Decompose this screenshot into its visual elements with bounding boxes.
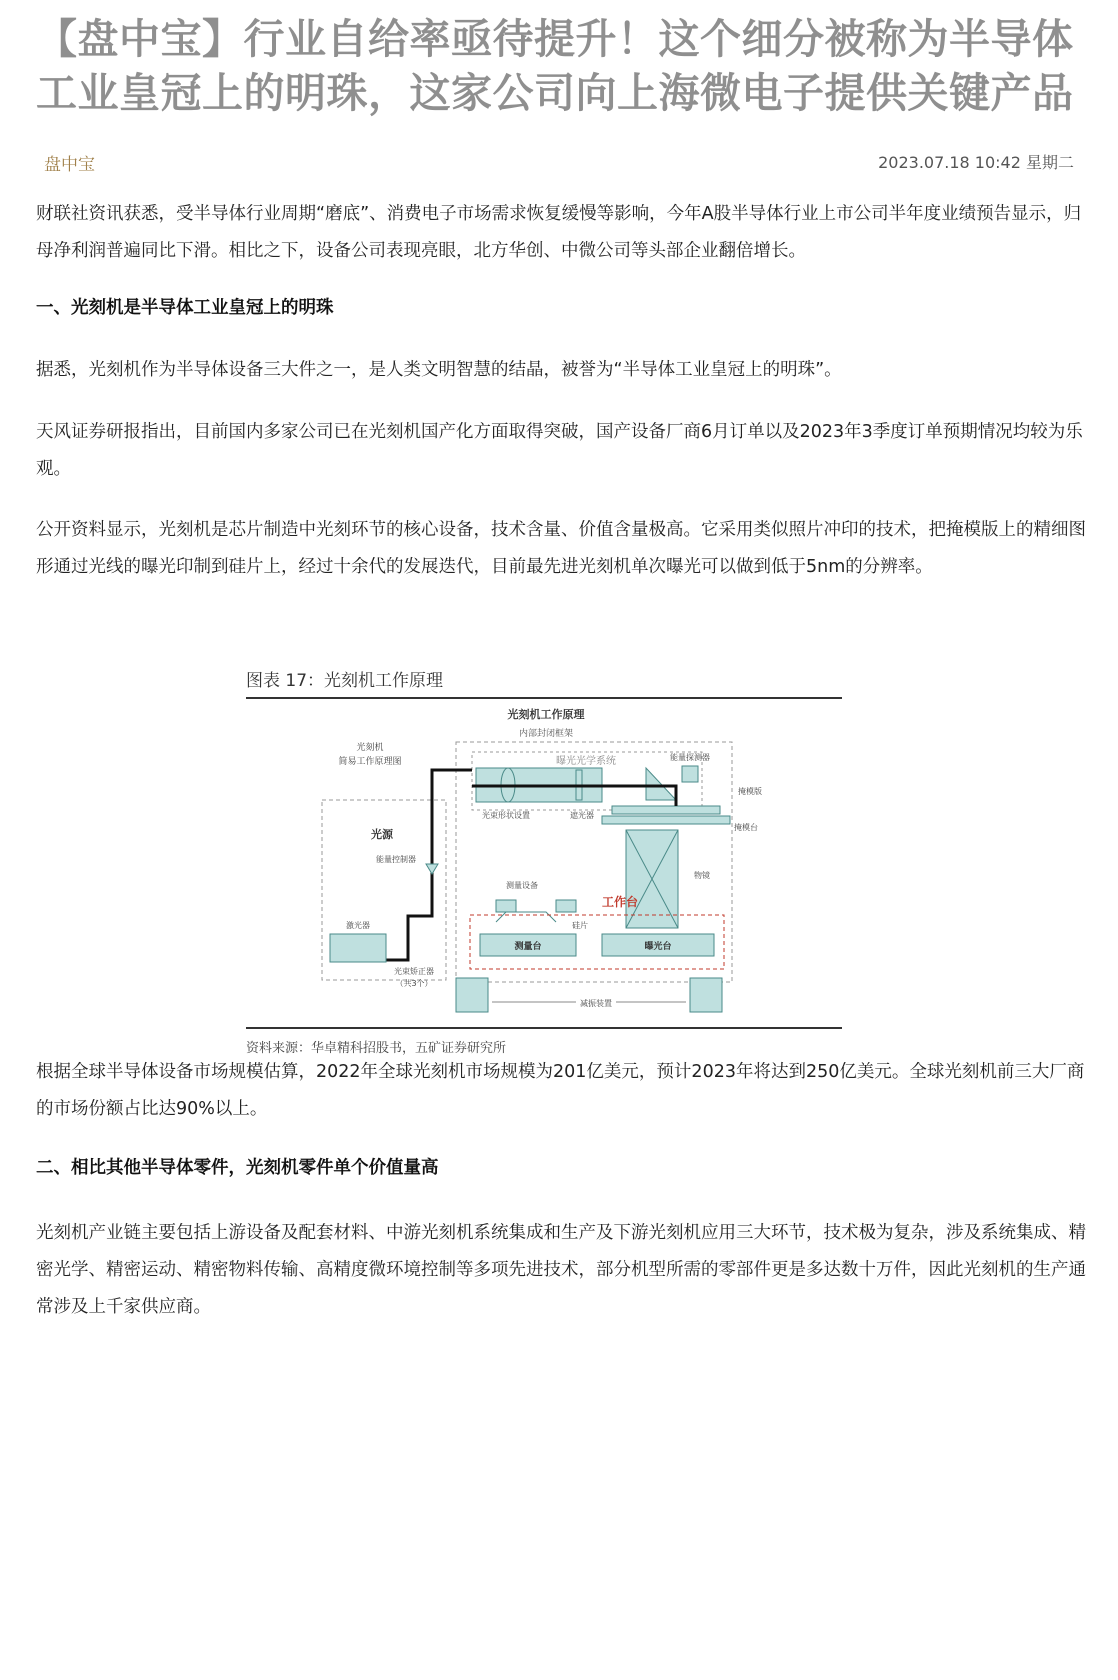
laser-block — [330, 934, 386, 962]
damper-left — [456, 978, 488, 1012]
frame-label: 内部封闭框架 — [518, 729, 574, 739]
measure-beam — [496, 912, 556, 922]
beam-path-upper — [432, 770, 472, 876]
reticle-stage-block — [602, 816, 730, 824]
diagram-title: 光刻机工作原理 — [507, 708, 585, 721]
figure-source: 资料来源：华卓精科招股书，五矿证券研究所 — [246, 1041, 507, 1056]
laser-label: 激光器 — [346, 921, 370, 930]
reticle-stage-label: 掩模台 — [734, 823, 758, 832]
section-heading-1: 一、光刻机是半导体工业皇冠上的明珠 — [36, 298, 334, 318]
prism-icon — [646, 768, 676, 800]
paragraph-6: 光刻机产业链主要包括上游设备及配套材料、中游光刻机系统集成和生产及下游光刻机应用三大环节，技术极为复杂，涉及系统集成、精密光学、精密运动、精密物料传输、高精度微环境控制等多项先进技术，部分机型所需的零部件更是多达数十万件，因此光刻机的生产通常涉及上千家供应商。 — [36, 1223, 1086, 1317]
simple-label-line2: 简易工作原理图 — [338, 757, 402, 767]
figure-caption: 图表 17：光刻机工作原理 — [246, 671, 444, 691]
optics-label: 曝光光学系统 — [556, 756, 616, 767]
paragraph-5: 根据全球半导体设备市场规模估算，2022年全球光刻机市场规模为201亿美元，预计2023年将达到250亿美元。全球光刻机前三大厂商的市场份额占比达90%以上。 — [36, 1062, 1085, 1119]
paragraph-4: 公开资料显示，光刻机是芯片制造中光刻环节的核心设备，技术含量、价值含量极高。它采用类似照片冲印的技术，把掩模版上的精细图形通过光线的曝光印制到硅片上，经过十余代的发展迭代，目前最先进光刻机单次曝光可以做到低于5nm的分辨率。 — [36, 520, 1086, 577]
paragraph-intro: 财联社资讯获悉，受半导体行业周期“磨底”、消费电子市场需求恢复缓慢等影响，今年A股半导体行业上市公司半年度业绩预告显示，归母净利润普遍同比下滑。相比之下，设备公司表现亮眼，北方华创、中微公司等头部企业翻倍增长。 — [36, 204, 1082, 261]
measure-stage-label: 测量台 — [514, 942, 542, 952]
energy-detector-label: 能量探测器 — [670, 753, 710, 762]
measure-device-b — [556, 900, 576, 912]
measure-device-label: 测量设备 — [506, 881, 538, 890]
beam-corrector-label-1: 光束矫正器 — [394, 967, 434, 976]
article-title: 【盘中宝】行业自给率亟待提升！这个细分被称为半导体工业皇冠上的明珠，这家公司向上海微电子提供关键产品 — [36, 15, 1074, 117]
publish-datetime: 2023.07.18 10:42 星期二 — [878, 153, 1074, 172]
damper-label: 减振装置 — [580, 999, 612, 1008]
paragraph-2: 据悉，光刻机作为半导体设备三大件之一，是人类文明智慧的结晶，被誉为“半导体工业皇冠上的明珠”。 — [36, 360, 842, 380]
lithography-figure — [246, 660, 886, 1080]
measure-device-a — [496, 900, 516, 912]
reticle-block — [612, 806, 720, 814]
exposure-stage-label: 曝光台 — [644, 942, 672, 952]
objective-label: 物镜 — [694, 871, 710, 880]
reticle-label: 掩模版 — [738, 787, 762, 796]
shutter-label: 遮光器 — [570, 811, 594, 820]
wafer-label: 硅片 — [572, 921, 588, 930]
energy-controller-icon — [426, 864, 438, 874]
energy-controller-label: 能量控制器 — [376, 855, 416, 864]
beam-shaper-label: 光束形状设置 — [482, 811, 530, 820]
beam-corrector-label-2: （共3个） — [395, 979, 433, 988]
beam-path-lower — [386, 876, 432, 960]
paragraph-3: 天风证券研报指出，目前国内多家公司已在光刻机国产化方面取得突破，国产设备厂商6月订单以及2023年3季度订单预期情况均较为乐观。 — [36, 422, 1083, 479]
light-source-label: 光源 — [371, 828, 393, 841]
work-stage-label: 工作台 — [602, 895, 639, 909]
energy-detector-block — [682, 766, 698, 782]
simple-label-line1: 光刻机 — [356, 743, 384, 753]
damper-right — [690, 978, 722, 1012]
source-link[interactable]: 盘中宝 — [44, 155, 95, 175]
section-heading-2: 二、相比其他半导体零件，光刻机零件单个价值量高 — [36, 1158, 439, 1178]
article-meta — [44, 150, 1074, 174]
lithography-diagram — [246, 660, 886, 1080]
